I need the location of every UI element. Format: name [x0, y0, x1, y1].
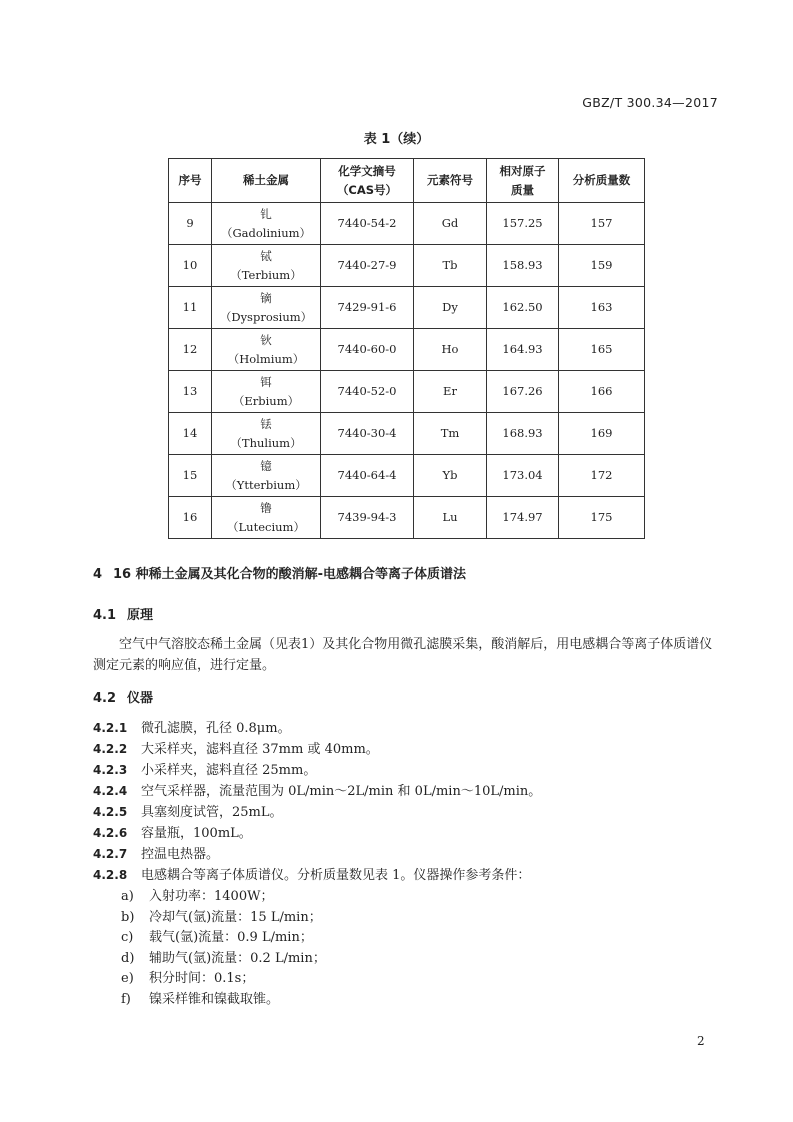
table-row — [169, 203, 645, 245]
col-header-no: 序号 — [169, 159, 212, 203]
standard-code: GBZ/T 300.34—2017 — [582, 95, 718, 110]
cell-symbol: Yb — [414, 455, 487, 497]
cell-cas: 7440-60-0 — [321, 329, 414, 371]
cell-symbol: Ho — [414, 329, 487, 371]
item-text: 大采样夹，滤料直径 37mm 或 40mm。 — [141, 742, 379, 757]
item-number: 4.2.2 — [93, 742, 128, 756]
item-number: 4.2.4 — [93, 784, 128, 798]
cell-analysis-mass: 165 — [559, 329, 645, 371]
col-header-metal: 稀土金属 — [212, 159, 321, 203]
cell-metal — [212, 245, 321, 287]
cell-no: 16 — [169, 497, 212, 539]
section-4-heading — [93, 563, 466, 582]
list-item — [93, 759, 316, 778]
cell-atomic-mass: 174.97 — [487, 497, 559, 539]
principle-paragraph: 空气中气溶胶态稀土金属（见表1）及其化合物用微孔滤膜采集，酸消解后，用电感耦合等离子体质谱仪测定元素的响应值，进行定量。 — [93, 637, 713, 673]
cell-analysis-mass: 172 — [559, 455, 645, 497]
cell-atomic-mass: 173.04 — [487, 455, 559, 497]
metal-name-en: （Lutecium） — [227, 519, 305, 534]
cell-cas: 7429-91-6 — [321, 287, 414, 329]
condition-text: 入射功率：1400W； — [149, 889, 274, 904]
condition-label: c) — [121, 930, 134, 945]
list-item — [93, 843, 219, 862]
table-row — [169, 413, 645, 455]
cell-cas: 7440-30-4 — [321, 413, 414, 455]
section-4-1-heading — [93, 604, 153, 623]
section-number: 4.1 — [93, 608, 117, 623]
cell-no: 9 — [169, 203, 212, 245]
cell-cas: 7440-27-9 — [321, 245, 414, 287]
cell-metal — [212, 329, 321, 371]
item-number: 4.2.7 — [93, 847, 128, 861]
metal-name-cn: 铒 — [260, 374, 272, 389]
metal-name-cn: 镥 — [260, 500, 272, 515]
cell-analysis-mass: 157 — [559, 203, 645, 245]
list-item — [93, 864, 530, 883]
section-title: 仪器 — [127, 691, 154, 706]
item-text: 容量瓶，100mL。 — [141, 826, 252, 841]
table-row — [169, 455, 645, 497]
condition-label: b) — [121, 909, 135, 925]
condition-text: 载气(氩)流量：0.9 L/min； — [149, 930, 313, 945]
cell-metal — [212, 287, 321, 329]
condition-item — [121, 906, 322, 925]
item-number: 4.2.3 — [93, 763, 128, 777]
page-number: 2 — [697, 1034, 705, 1048]
section-title: 原理 — [127, 608, 154, 623]
item-number: 4.2.6 — [93, 826, 128, 840]
metal-name-en: （Gadolinium） — [220, 225, 312, 240]
table-caption: 表 1（续） — [363, 132, 430, 147]
col-header-analysis-mass: 分析质量数 — [559, 159, 645, 203]
metal-name-cn: 钆 — [260, 206, 272, 221]
cell-no: 15 — [169, 455, 212, 497]
cell-metal — [212, 413, 321, 455]
cell-atomic-mass: 157.25 — [487, 203, 559, 245]
cell-symbol: Dy — [414, 287, 487, 329]
metal-name-cn: 铽 — [260, 248, 272, 263]
list-item — [93, 717, 291, 736]
cell-analysis-mass: 166 — [559, 371, 645, 413]
cell-symbol: Tm — [414, 413, 487, 455]
cell-symbol: Er — [414, 371, 487, 413]
cell-metal — [212, 497, 321, 539]
item-text: 电感耦合等离子体质谱仪。分析质量数见表 1。仪器操作参考条件： — [141, 868, 531, 883]
table-row — [169, 245, 645, 287]
cell-metal — [212, 455, 321, 497]
cell-analysis-mass: 175 — [559, 497, 645, 539]
metal-name-cn: 铥 — [260, 416, 272, 431]
condition-label: d) — [121, 950, 135, 966]
condition-text: 冷却气(氩)流量：15 L/min； — [149, 909, 322, 925]
item-text: 空气采样器，流量范围为 0L/min～2L/min 和 0L/min～10L/min。 — [141, 784, 542, 799]
condition-label: a) — [121, 889, 134, 904]
list-item — [93, 822, 252, 841]
cell-no: 10 — [169, 245, 212, 287]
cell-no: 11 — [169, 287, 212, 329]
table-header-row — [169, 159, 645, 203]
cell-cas: 7440-52-0 — [321, 371, 414, 413]
col-header-cas: 化学文摘号 （CAS号） — [321, 159, 414, 203]
cell-symbol: Lu — [414, 497, 487, 539]
condition-text: 积分时间：0.1s； — [149, 971, 255, 986]
cell-metal — [212, 203, 321, 245]
cell-analysis-mass: 163 — [559, 287, 645, 329]
table-row — [169, 329, 645, 371]
table-row — [169, 371, 645, 413]
section-number: 4 — [93, 567, 103, 582]
condition-item — [121, 988, 279, 1007]
table-row — [169, 287, 645, 329]
cell-cas: 7440-64-4 — [321, 455, 414, 497]
condition-item — [121, 885, 273, 904]
section-number: 4.2 — [93, 691, 117, 706]
cell-symbol: Gd — [414, 203, 487, 245]
item-text: 微孔滤膜，孔径 0.8μm。 — [141, 721, 291, 736]
cell-atomic-mass: 158.93 — [487, 245, 559, 287]
cell-analysis-mass: 169 — [559, 413, 645, 455]
metal-name-en: （Terbium） — [230, 267, 302, 282]
list-item — [93, 780, 541, 799]
cell-atomic-mass: 162.50 — [487, 287, 559, 329]
section-4-2-heading — [93, 687, 153, 706]
metal-name-en: （Erbium） — [232, 393, 300, 408]
metal-name-en: （Ytterbium） — [225, 477, 307, 492]
metal-name-en: （Thulium） — [230, 435, 302, 450]
metal-name-cn: 镱 — [260, 458, 272, 473]
col-header-atomic-mass: 相对原子 质量 — [487, 159, 559, 203]
condition-item — [121, 947, 326, 966]
list-item — [93, 738, 379, 757]
cell-cas: 7439-94-3 — [321, 497, 414, 539]
item-text: 控温电热器。 — [141, 847, 220, 862]
cell-symbol: Tb — [414, 245, 487, 287]
cell-no: 13 — [169, 371, 212, 413]
item-number: 4.2.1 — [93, 721, 128, 735]
cell-atomic-mass: 167.26 — [487, 371, 559, 413]
item-number: 4.2.5 — [93, 805, 128, 819]
condition-label: f) — [121, 991, 131, 1007]
metal-name-cn: 钬 — [260, 332, 272, 347]
cell-metal — [212, 371, 321, 413]
cell-no: 12 — [169, 329, 212, 371]
metal-name-en: （Dysprosium） — [219, 309, 313, 324]
condition-label: e) — [121, 971, 134, 986]
condition-text: 镍采样锥和镍截取锥。 — [149, 991, 280, 1007]
list-item — [93, 801, 283, 820]
condition-item — [121, 967, 254, 986]
item-text: 具塞刻度试管，25mL。 — [141, 805, 283, 820]
item-text: 小采样夹，滤料直径 25mm。 — [141, 763, 317, 778]
condition-text: 辅助气(氩)流量：0.2 L/min； — [149, 950, 326, 966]
cell-no: 14 — [169, 413, 212, 455]
cell-analysis-mass: 159 — [559, 245, 645, 287]
cell-atomic-mass: 168.93 — [487, 413, 559, 455]
rare-earth-table — [168, 158, 645, 539]
metal-name-en: （Holmium） — [227, 351, 305, 366]
table-row — [169, 497, 645, 539]
cell-atomic-mass: 164.93 — [487, 329, 559, 371]
col-header-symbol: 元素符号 — [414, 159, 487, 203]
section-title: 16 种稀土金属及其化合物的酸消解-电感耦合等离子体质谱法 — [113, 567, 467, 582]
condition-item — [121, 926, 313, 945]
cell-cas: 7440-54-2 — [321, 203, 414, 245]
item-number: 4.2.8 — [93, 868, 128, 882]
metal-name-cn: 镝 — [260, 290, 272, 305]
